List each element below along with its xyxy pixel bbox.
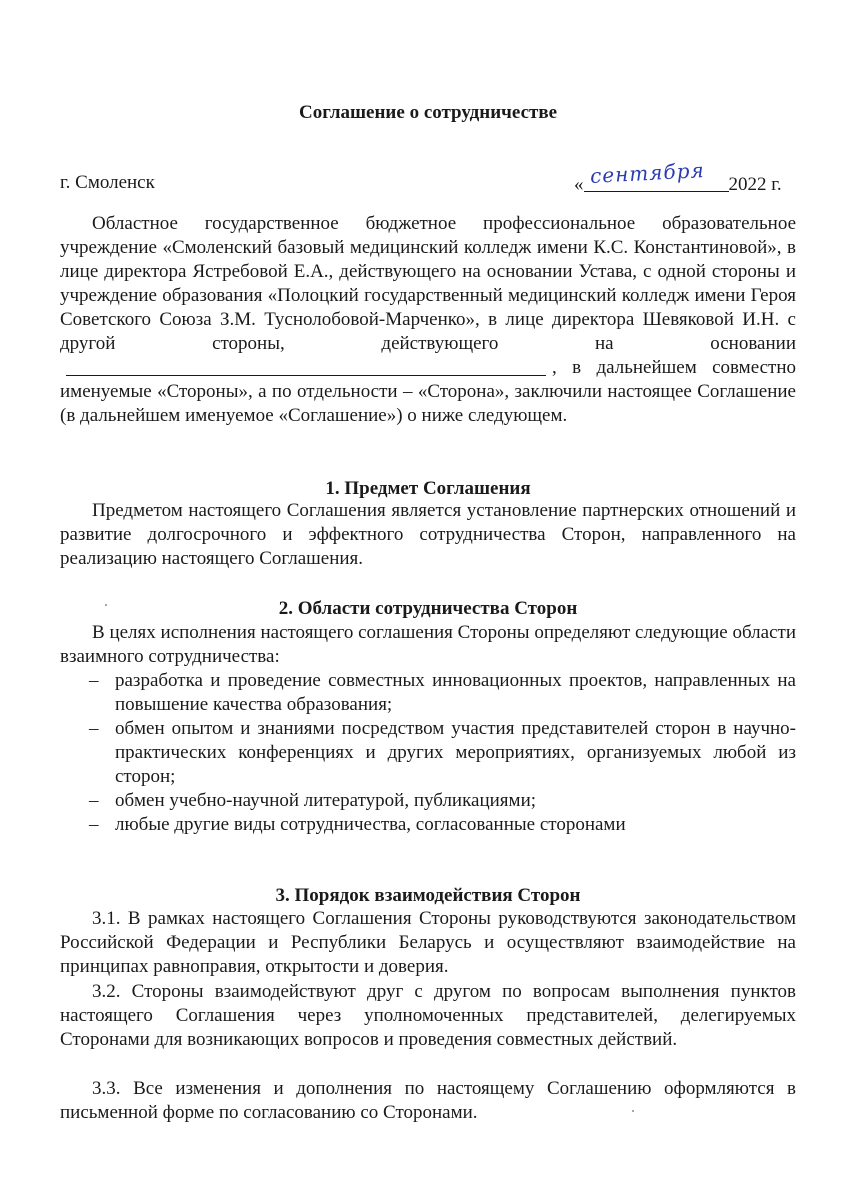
list-item: [60, 813, 796, 837]
clause-3-3: [60, 1077, 796, 1125]
clause-3-2: [60, 980, 796, 1052]
section-2-paragraph: [60, 621, 796, 669]
clause-3-2-text: 3.2. Стороны взаимодействуют друг с другом по вопросам выполнения пунктов настоящего Соглашения через уполномоченных представителей, делегируемых Сторонами для возникающих вопросов и проведения совместных действий.: [60, 981, 796, 1050]
list-item-text: разработка и проведение совместных инновационных проектов, направленных на повышение качества образования;: [115, 670, 796, 715]
list-dash: –: [89, 814, 99, 835]
date-month-blank: [584, 158, 729, 192]
intro-text-part2: , в дальнейшем совместно именуемые «Стороны», а по отдельности – «Сторона», заключили настоящее Соглашение (в дальнейшем именуемое «Соглашение») о ниже следующем.: [60, 357, 796, 426]
date-year: 2022 г.: [728, 174, 782, 195]
date-line: [574, 158, 804, 197]
list-dash: –: [89, 790, 99, 811]
list-item-text: обмен учебно-научной литературой, публикациями;: [115, 790, 537, 811]
section-1-text: Предметом настоящего Соглашения является установление партнерских отношений и развитие долгосрочного и эффектного сотрудничества Сторон, направленного на реализацию настоящего Соглашения.: [60, 500, 796, 569]
section-1-heading: 1. Предмет Соглашения: [325, 478, 531, 499]
intro-text-part1: Областное государственное бюджетное профессиональное образовательное учреждение «Смоленский базовый медицинский колледж имени К.С. Константиновой», в лице директора Ястребовой Е.А., действующего на основании Устава, с одной стороны и учреждение образования «Полоцкий государственный медицинский колледж имени Героя Советского Союза З.М. Туснолобовой-Марченко», в лице директора Шевяковой И.Н. с другой стороны, действующего на основании: [60, 213, 796, 354]
list-item: [60, 669, 796, 717]
section-2-heading: 2. Области сотрудничества Сторон: [278, 598, 578, 619]
section-3-heading: 3. Порядок взаимодействия Сторон: [275, 885, 581, 906]
section-1-paragraph: [60, 499, 796, 571]
document-title: Соглашение о сотрудничестве: [298, 102, 558, 123]
scan-speck: [105, 604, 107, 606]
list-item-text: любые другие виды сотрудничества, согласованные сторонами: [115, 814, 626, 835]
cooperation-areas-list: [60, 669, 796, 837]
clause-3-1-text: 3.1. В рамках настоящего Соглашения Стороны руководствуются законодательством Российской Федерации и Республики Беларусь и осуществляют взаимодействие на принципах равноправия, открытости и доверия.: [60, 908, 796, 977]
basis-blank-line: [66, 357, 546, 376]
scan-speck: [632, 1110, 634, 1112]
list-item: [60, 717, 796, 789]
date-open-quote: «: [574, 174, 584, 195]
clause-3-1: [60, 907, 796, 979]
city-label: г. Смоленск: [60, 172, 155, 193]
list-dash: –: [89, 718, 99, 739]
clause-3-3-text: 3.3. Все изменения и дополнения по настоящему Соглашению оформляются в письменной форме по согласованию со Сторонами.: [60, 1078, 796, 1123]
intro-paragraph: [60, 212, 796, 428]
list-dash: –: [89, 670, 99, 691]
handwritten-month: сентября: [588, 158, 705, 188]
list-item: [60, 789, 796, 813]
list-item-text: обмен опытом и знаниями посредством участия представителей сторон в научно-практических конференциях и других мероприятиях, организуемых любой из сторон;: [115, 718, 796, 787]
section-2-text: В целях исполнения настоящего соглашения Стороны определяют следующие области взаимного сотрудничества:: [60, 622, 796, 667]
